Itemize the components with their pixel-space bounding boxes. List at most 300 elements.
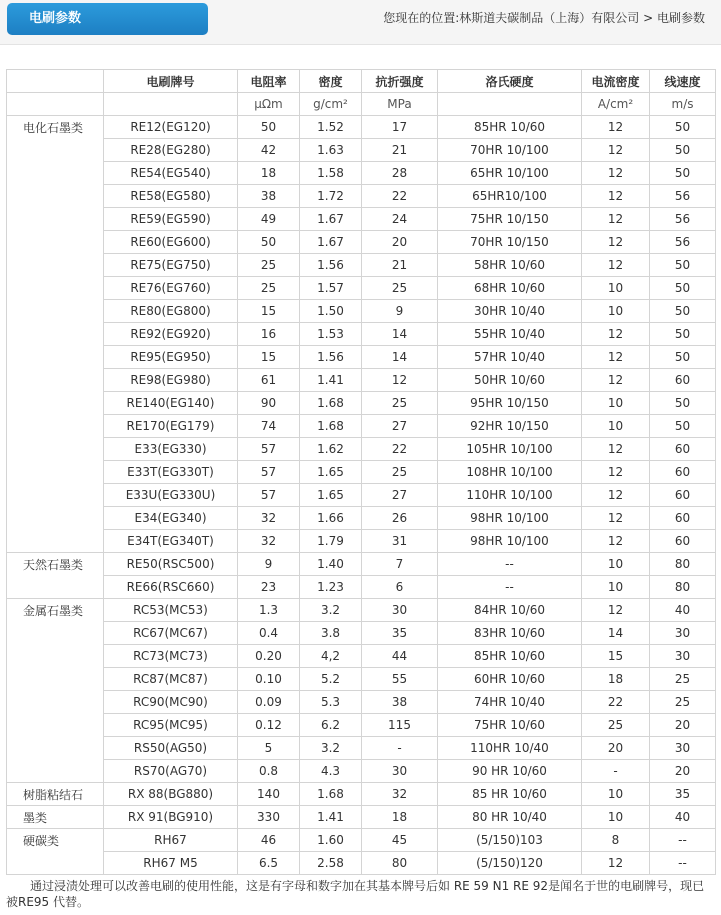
speed-cell: 60 <box>650 507 716 530</box>
table-row <box>7 530 716 553</box>
category-cell <box>7 162 104 185</box>
grade-cell: RE92(EG920) <box>104 323 238 346</box>
current-density-cell: 15 <box>582 645 650 668</box>
strength-cell: 14 <box>362 346 438 369</box>
hardness-cell: 75HR 10/150 <box>438 208 582 231</box>
speed-cell: 60 <box>650 461 716 484</box>
table-row <box>7 185 716 208</box>
hardness-cell: 105HR 10/100 <box>438 438 582 461</box>
speed-cell: 60 <box>650 530 716 553</box>
current-density-cell: 10 <box>582 806 650 829</box>
density-cell: 6.2 <box>300 714 362 737</box>
speed-cell: 20 <box>650 714 716 737</box>
unit-hardness <box>438 93 582 116</box>
speed-cell: 30 <box>650 737 716 760</box>
resistivity-cell: 18 <box>238 162 300 185</box>
unit-speed: m/s <box>650 93 716 116</box>
current-density-cell: 12 <box>582 139 650 162</box>
category-cell <box>7 392 104 415</box>
table-row <box>7 714 716 737</box>
category-cell <box>7 852 104 875</box>
grade-cell: RX 88(BG880) <box>104 783 238 806</box>
strength-cell: 35 <box>362 622 438 645</box>
resistivity-cell: 32 <box>238 530 300 553</box>
category-cell <box>7 645 104 668</box>
category-cell: 天然石墨类 <box>7 553 104 576</box>
current-density-cell: 12 <box>582 323 650 346</box>
speed-cell: 50 <box>650 254 716 277</box>
table-row <box>7 392 716 415</box>
strength-cell: 21 <box>362 254 438 277</box>
strength-cell: 14 <box>362 323 438 346</box>
strength-cell: 25 <box>362 461 438 484</box>
grade-cell: RH67 M5 <box>104 852 238 875</box>
density-cell: 1.62 <box>300 438 362 461</box>
category-cell <box>7 277 104 300</box>
density-cell: 1.41 <box>300 806 362 829</box>
resistivity-cell: 5 <box>238 737 300 760</box>
category-cell <box>7 760 104 783</box>
density-cell: 1.56 <box>300 346 362 369</box>
footnote: 通过浸渍处理可以改善电刷的使用性能，这是有字母和数字加在其基本牌号后如 RE 59 N1 RE 92是闻名于世的电刷牌号，现已被RE95 代替。 <box>6 879 705 909</box>
unit-strength: MPa <box>362 93 438 116</box>
speed-cell: 40 <box>650 806 716 829</box>
category-cell <box>7 484 104 507</box>
strength-cell: - <box>362 737 438 760</box>
table-row <box>7 300 716 323</box>
strength-cell: 30 <box>362 760 438 783</box>
table-row <box>7 208 716 231</box>
table-body <box>7 116 716 875</box>
strength-cell: 31 <box>362 530 438 553</box>
density-cell: 1.66 <box>300 507 362 530</box>
speed-cell: 50 <box>650 415 716 438</box>
density-cell: 1.50 <box>300 300 362 323</box>
category-cell <box>7 369 104 392</box>
resistivity-cell: 38 <box>238 185 300 208</box>
resistivity-cell: 49 <box>238 208 300 231</box>
density-cell: 1.41 <box>300 369 362 392</box>
resistivity-cell: 25 <box>238 254 300 277</box>
grade-cell: RE12(EG120) <box>104 116 238 139</box>
strength-cell: 30 <box>362 599 438 622</box>
col-header-speed: 线速度 <box>650 70 716 93</box>
table-row <box>7 806 716 829</box>
resistivity-cell: 74 <box>238 415 300 438</box>
current-density-cell: 14 <box>582 622 650 645</box>
strength-cell: 20 <box>362 231 438 254</box>
table-row <box>7 415 716 438</box>
resistivity-cell: 25 <box>238 277 300 300</box>
density-cell: 1.79 <box>300 530 362 553</box>
resistivity-cell: 6.5 <box>238 852 300 875</box>
hardness-cell: 30HR 10/40 <box>438 300 582 323</box>
speed-cell: 30 <box>650 645 716 668</box>
strength-cell: 22 <box>362 185 438 208</box>
table-row <box>7 553 716 576</box>
table-row <box>7 668 716 691</box>
resistivity-cell: 15 <box>238 346 300 369</box>
table-row <box>7 760 716 783</box>
resistivity-cell: 0.4 <box>238 622 300 645</box>
page-title: 电刷参数 <box>7 3 208 35</box>
table-row <box>7 852 716 875</box>
density-cell: 1.68 <box>300 415 362 438</box>
unit-category <box>7 93 104 116</box>
table-row <box>7 231 716 254</box>
speed-cell: 56 <box>650 185 716 208</box>
category-cell <box>7 668 104 691</box>
speed-cell: -- <box>650 852 716 875</box>
current-density-cell: 10 <box>582 553 650 576</box>
current-density-cell: 10 <box>582 392 650 415</box>
category-cell <box>7 208 104 231</box>
current-density-cell: 12 <box>582 530 650 553</box>
category-cell <box>7 415 104 438</box>
hardness-cell: 98HR 10/100 <box>438 530 582 553</box>
current-density-cell: 10 <box>582 576 650 599</box>
hardness-cell: 65HR10/100 <box>438 185 582 208</box>
speed-cell: 50 <box>650 139 716 162</box>
density-cell: 1.40 <box>300 553 362 576</box>
resistivity-cell: 90 <box>238 392 300 415</box>
grade-cell: RE98(EG980) <box>104 369 238 392</box>
grade-cell: RE75(EG750) <box>104 254 238 277</box>
strength-cell: 12 <box>362 369 438 392</box>
speed-cell: 25 <box>650 668 716 691</box>
density-cell: 4.3 <box>300 760 362 783</box>
density-cell: 1.53 <box>300 323 362 346</box>
col-header-grade: 电刷牌号 <box>104 70 238 93</box>
strength-cell: 24 <box>362 208 438 231</box>
speed-cell: 60 <box>650 484 716 507</box>
breadcrumb-current: 电刷参数 <box>656 11 705 25</box>
col-header-category <box>7 70 104 93</box>
hardness-cell: 92HR 10/150 <box>438 415 582 438</box>
grade-cell: E34T(EG340T) <box>104 530 238 553</box>
current-density-cell: 22 <box>582 691 650 714</box>
table-row <box>7 346 716 369</box>
grade-cell: RC73(MC73) <box>104 645 238 668</box>
grade-cell: RE76(EG760) <box>104 277 238 300</box>
table-row <box>7 461 716 484</box>
strength-cell: 45 <box>362 829 438 852</box>
speed-cell: 50 <box>650 277 716 300</box>
speed-cell: 50 <box>650 116 716 139</box>
category-cell <box>7 438 104 461</box>
category-cell <box>7 461 104 484</box>
table-row <box>7 323 716 346</box>
speed-cell: 50 <box>650 300 716 323</box>
breadcrumb <box>383 9 705 26</box>
density-cell: 4,2 <box>300 645 362 668</box>
speed-cell: -- <box>650 829 716 852</box>
category-cell <box>7 576 104 599</box>
density-cell: 1.57 <box>300 277 362 300</box>
grade-cell: RX 91(BG910) <box>104 806 238 829</box>
grade-cell: RE60(EG600) <box>104 231 238 254</box>
unit-grade <box>104 93 238 116</box>
grade-cell: RC87(MC87) <box>104 668 238 691</box>
current-density-cell: 12 <box>582 116 650 139</box>
speed-cell: 20 <box>650 760 716 783</box>
grade-cell: E34(EG340) <box>104 507 238 530</box>
current-density-cell: 12 <box>582 185 650 208</box>
table-row <box>7 162 716 185</box>
density-cell: 1.67 <box>300 208 362 231</box>
grade-cell: RE59(EG590) <box>104 208 238 231</box>
speed-cell: 56 <box>650 231 716 254</box>
density-cell: 2.58 <box>300 852 362 875</box>
unit-resistivity: μΩm <box>238 93 300 116</box>
header-bar <box>0 0 721 45</box>
current-density-cell: 12 <box>582 231 650 254</box>
grade-cell: RS70(AG70) <box>104 760 238 783</box>
hardness-cell: 58HR 10/60 <box>438 254 582 277</box>
current-density-cell: 12 <box>582 254 650 277</box>
grade-cell: RE58(EG580) <box>104 185 238 208</box>
strength-cell: 22 <box>362 438 438 461</box>
resistivity-cell: 57 <box>238 484 300 507</box>
category-cell: 硬碳类 <box>7 829 104 852</box>
current-density-cell: 12 <box>582 599 650 622</box>
col-header-hardness: 洛氏硬度 <box>438 70 582 93</box>
resistivity-cell: 16 <box>238 323 300 346</box>
resistivity-cell: 0.12 <box>238 714 300 737</box>
current-density-cell: 12 <box>582 369 650 392</box>
density-cell: 1.68 <box>300 392 362 415</box>
hardness-cell: 75HR 10/60 <box>438 714 582 737</box>
hardness-cell: 68HR 10/60 <box>438 277 582 300</box>
current-density-cell: 10 <box>582 300 650 323</box>
table-row <box>7 645 716 668</box>
category-cell <box>7 139 104 162</box>
strength-cell: 32 <box>362 783 438 806</box>
density-cell: 1.65 <box>300 484 362 507</box>
grade-cell: RS50(AG50) <box>104 737 238 760</box>
current-density-cell: - <box>582 760 650 783</box>
resistivity-cell: 0.8 <box>238 760 300 783</box>
hardness-cell: -- <box>438 576 582 599</box>
density-cell: 3.2 <box>300 599 362 622</box>
hardness-cell: 57HR 10/40 <box>438 346 582 369</box>
speed-cell: 50 <box>650 392 716 415</box>
col-header-density: 密度 <box>300 70 362 93</box>
hardness-cell: 50HR 10/60 <box>438 369 582 392</box>
grade-cell: RE170(EG179) <box>104 415 238 438</box>
current-density-cell: 10 <box>582 415 650 438</box>
resistivity-cell: 330 <box>238 806 300 829</box>
category-cell <box>7 714 104 737</box>
current-density-cell: 10 <box>582 277 650 300</box>
resistivity-cell: 50 <box>238 116 300 139</box>
strength-cell: 18 <box>362 806 438 829</box>
units-row <box>7 93 716 116</box>
category-cell <box>7 507 104 530</box>
hardness-cell: 85HR 10/60 <box>438 116 582 139</box>
grade-cell: RE80(EG800) <box>104 300 238 323</box>
current-density-cell: 12 <box>582 461 650 484</box>
hardness-cell: 108HR 10/100 <box>438 461 582 484</box>
strength-cell: 80 <box>362 852 438 875</box>
strength-cell: 7 <box>362 553 438 576</box>
category-cell: 电化石墨类 <box>7 116 104 139</box>
category-cell <box>7 231 104 254</box>
table-row <box>7 438 716 461</box>
table-row <box>7 369 716 392</box>
density-cell: 3.8 <box>300 622 362 645</box>
current-density-cell: 12 <box>582 162 650 185</box>
grade-cell: RE54(EG540) <box>104 162 238 185</box>
hardness-cell: 70HR 10/150 <box>438 231 582 254</box>
strength-cell: 27 <box>362 484 438 507</box>
hardness-cell: 83HR 10/60 <box>438 622 582 645</box>
hardness-cell: 55HR 10/40 <box>438 323 582 346</box>
hardness-cell: 74HR 10/40 <box>438 691 582 714</box>
density-cell: 1.56 <box>300 254 362 277</box>
hardness-cell: (5/150)103 <box>438 829 582 852</box>
grade-cell: RE28(EG280) <box>104 139 238 162</box>
speed-cell: 50 <box>650 162 716 185</box>
strength-cell: 115 <box>362 714 438 737</box>
resistivity-cell: 32 <box>238 507 300 530</box>
density-cell: 1.65 <box>300 461 362 484</box>
current-density-cell: 12 <box>582 484 650 507</box>
current-density-cell: 8 <box>582 829 650 852</box>
col-header-current-density: 电流密度 <box>582 70 650 93</box>
resistivity-cell: 23 <box>238 576 300 599</box>
grade-cell: RE95(EG950) <box>104 346 238 369</box>
category-cell <box>7 346 104 369</box>
grade-cell: RE140(EG140) <box>104 392 238 415</box>
grade-cell: RC67(MC67) <box>104 622 238 645</box>
speed-cell: 56 <box>650 208 716 231</box>
hardness-cell: 85HR 10/60 <box>438 645 582 668</box>
table-row <box>7 484 716 507</box>
grade-cell: E33T(EG330T) <box>104 461 238 484</box>
density-cell: 1.72 <box>300 185 362 208</box>
table-row <box>7 116 716 139</box>
grade-cell: RC90(MC90) <box>104 691 238 714</box>
strength-cell: 25 <box>362 277 438 300</box>
resistivity-cell: 0.10 <box>238 668 300 691</box>
category-cell <box>7 622 104 645</box>
density-cell: 3.2 <box>300 737 362 760</box>
resistivity-cell: 57 <box>238 461 300 484</box>
hardness-cell: 95HR 10/150 <box>438 392 582 415</box>
density-cell: 1.67 <box>300 231 362 254</box>
table-row <box>7 622 716 645</box>
speed-cell: 30 <box>650 622 716 645</box>
hardness-cell: 65HR 10/100 <box>438 162 582 185</box>
hardness-cell: 90 HR 10/60 <box>438 760 582 783</box>
current-density-cell: 12 <box>582 507 650 530</box>
strength-cell: 27 <box>362 415 438 438</box>
table-row <box>7 507 716 530</box>
col-header-strength: 抗折强度 <box>362 70 438 93</box>
current-density-cell: 18 <box>582 668 650 691</box>
current-density-cell: 12 <box>582 208 650 231</box>
breadcrumb-company-link[interactable]: 林斯道夫碳制品（上海）有限公司 <box>459 11 640 25</box>
table-row <box>7 254 716 277</box>
table-row <box>7 576 716 599</box>
speed-cell: 50 <box>650 346 716 369</box>
breadcrumb-separator: > <box>643 11 654 25</box>
category-cell <box>7 185 104 208</box>
density-cell: 1.60 <box>300 829 362 852</box>
speed-cell: 35 <box>650 783 716 806</box>
resistivity-cell: 57 <box>238 438 300 461</box>
resistivity-cell: 0.09 <box>238 691 300 714</box>
speed-cell: 60 <box>650 369 716 392</box>
density-cell: 1.58 <box>300 162 362 185</box>
resistivity-cell: 9 <box>238 553 300 576</box>
density-cell: 5.3 <box>300 691 362 714</box>
hardness-cell: 110HR 10/40 <box>438 737 582 760</box>
resistivity-cell: 46 <box>238 829 300 852</box>
table-row <box>7 599 716 622</box>
grade-cell: RE66(RSC660) <box>104 576 238 599</box>
hardness-cell: -- <box>438 553 582 576</box>
speed-cell: 50 <box>650 323 716 346</box>
category-cell <box>7 300 104 323</box>
strength-cell: 38 <box>362 691 438 714</box>
grade-cell: RE50(RSC500) <box>104 553 238 576</box>
table-row <box>7 139 716 162</box>
grade-cell: RC53(MC53) <box>104 599 238 622</box>
strength-cell: 6 <box>362 576 438 599</box>
unit-density: g/cm² <box>300 93 362 116</box>
category-cell: 树脂粘结石 <box>7 783 104 806</box>
table-row <box>7 783 716 806</box>
current-density-cell: 10 <box>582 783 650 806</box>
category-cell: 金属石墨类 <box>7 599 104 622</box>
table-row <box>7 829 716 852</box>
speed-cell: 60 <box>650 438 716 461</box>
density-cell: 1.52 <box>300 116 362 139</box>
resistivity-cell: 0.20 <box>238 645 300 668</box>
category-cell <box>7 737 104 760</box>
current-density-cell: 20 <box>582 737 650 760</box>
grade-cell: E33(EG330) <box>104 438 238 461</box>
hardness-cell: 110HR 10/100 <box>438 484 582 507</box>
category-cell <box>7 323 104 346</box>
hardness-cell: 60HR 10/60 <box>438 668 582 691</box>
grade-cell: RH67 <box>104 829 238 852</box>
breadcrumb-prefix: 您现在的位置: <box>383 11 460 25</box>
grade-cell: RC95(MC95) <box>104 714 238 737</box>
resistivity-cell: 50 <box>238 231 300 254</box>
category-cell <box>7 254 104 277</box>
density-cell: 1.23 <box>300 576 362 599</box>
hardness-cell: (5/150)120 <box>438 852 582 875</box>
current-density-cell: 12 <box>582 346 650 369</box>
grade-cell: E33U(EG330U) <box>104 484 238 507</box>
hardness-cell: 70HR 10/100 <box>438 139 582 162</box>
table-row <box>7 277 716 300</box>
hardness-cell: 98HR 10/100 <box>438 507 582 530</box>
table-row <box>7 737 716 760</box>
resistivity-cell: 61 <box>238 369 300 392</box>
strength-cell: 21 <box>362 139 438 162</box>
category-cell <box>7 530 104 553</box>
strength-cell: 55 <box>362 668 438 691</box>
hardness-cell: 85 HR 10/60 <box>438 783 582 806</box>
unit-current-density: A/cm² <box>582 93 650 116</box>
strength-cell: 28 <box>362 162 438 185</box>
category-cell: 墨类 <box>7 806 104 829</box>
header-row <box>7 70 716 93</box>
